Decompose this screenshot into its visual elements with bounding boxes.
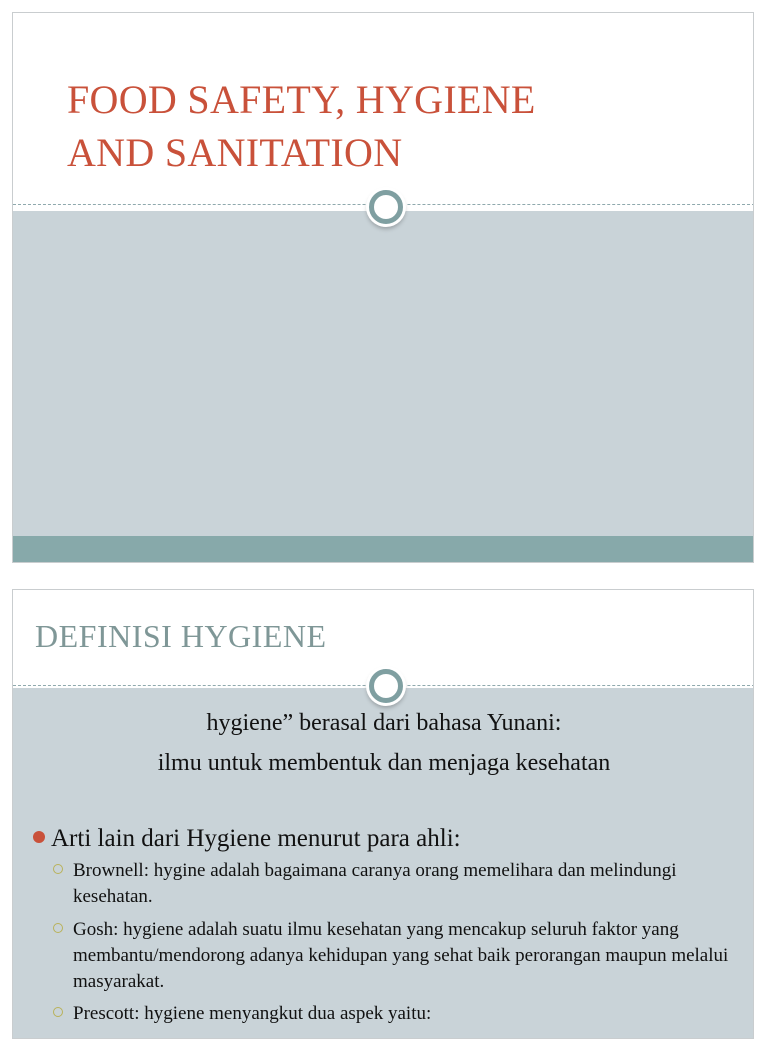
sub-bullet-text: Prescott: hygiene menyangkut dua aspek yaitu: — [73, 1003, 432, 1024]
bullet-dot-icon — [33, 831, 45, 843]
circle-ornament-icon — [369, 669, 403, 703]
bullet-item — [33, 825, 461, 853]
circle-ornament-icon — [369, 190, 403, 224]
sub-bullet-text: Gosh: hygiene adalah suatu ilmu kesehatan yang mencakup seluruh faktor yang membantu/mendorong adanya kehidupan yang sehat baik perorangan maupun melalui masyarakat. — [73, 919, 729, 992]
sub-bullet-text: Brownell: hygine adalah bagaimana caranya orang memelihara dan melindungi kesehatan. — [73, 860, 677, 907]
bullet-text: Arti lain dari Hygiene menurut para ahli: — [51, 825, 461, 852]
circle-bullet-icon — [53, 864, 63, 874]
intro-line-2: ilmu untuk membentuk dan menjaga kesehatan — [157, 750, 611, 776]
sub-bullet-item — [53, 858, 743, 910]
slide-title: DEFINISI HYGIENE — [35, 618, 327, 654]
circle-bullet-icon — [53, 923, 63, 933]
slide-title — [67, 73, 727, 179]
intro-line-1: hygiene” berasal dari bahasa Yunani: — [206, 710, 562, 736]
sub-bullet-item — [53, 917, 743, 995]
sub-bullet-item — [53, 1001, 743, 1027]
title-slide — [12, 12, 754, 563]
slide-body-panel — [13, 211, 754, 536]
definition-slide — [12, 589, 754, 1039]
slide-title-line-2: AND SANITATION — [67, 130, 403, 175]
circle-bullet-icon — [53, 1007, 63, 1017]
slide-title-line-1: FOOD SAFETY, HYGIENE — [67, 77, 536, 122]
slide-footer-band — [13, 536, 754, 563]
